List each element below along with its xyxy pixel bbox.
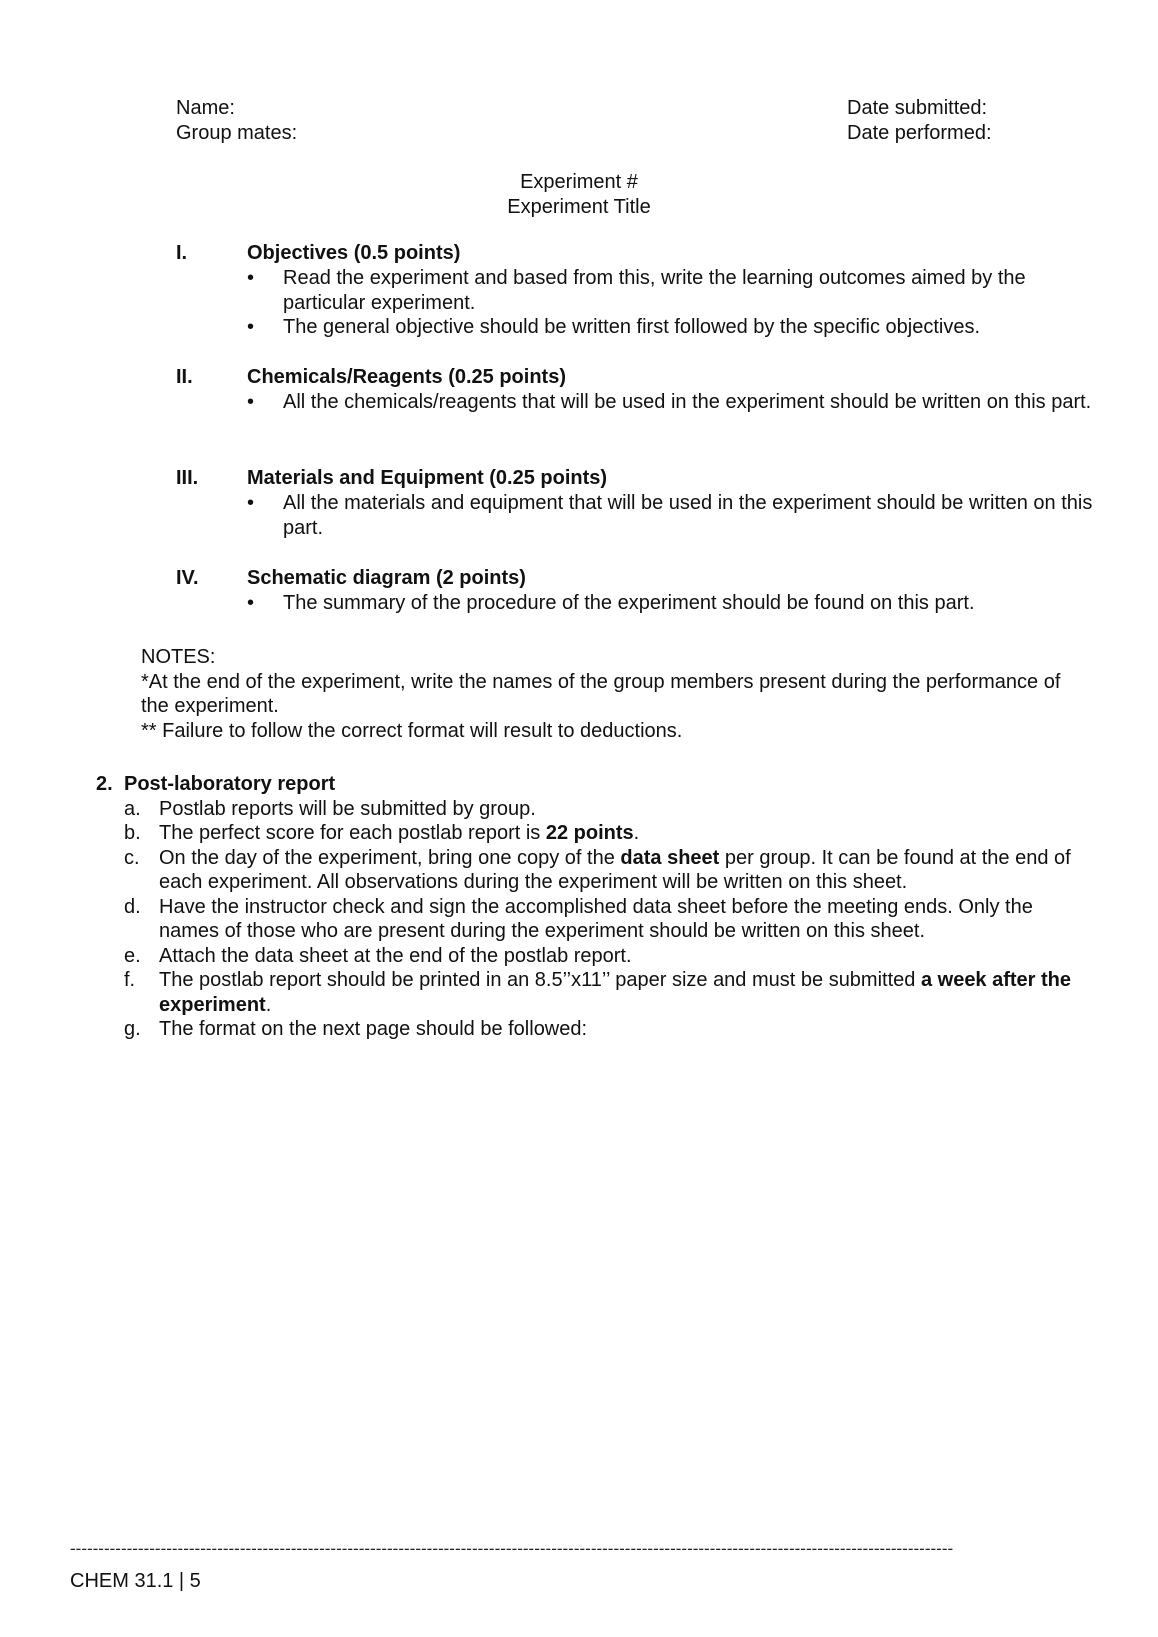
header-left [176,96,297,145]
post-lab-item-letter: b. [124,822,141,844]
section-number: III. [176,467,199,489]
groupmates-label: Group mates: [176,121,298,144]
footer-page-label: CHEM 31.1 | 5 [70,1570,201,1592]
post-lab-item-text: Attach the data sheet at the end of the postlab report. [159,944,632,967]
bullet-text: Read the experiment and based from this, write the learning outcomes aimed by the particular experiment. [283,267,1026,314]
bullet-item [247,266,1097,315]
post-lab-item-text: The postlab report should be printed in an 8.5’’x11’’ paper size and must be submitted [159,969,921,991]
bullet-text: The general objective should be written first followed by the specific objectives. [283,316,981,338]
post-lab-block [96,772,1086,1042]
section-bullets [247,390,1097,415]
post-lab-item-letter: a. [124,797,141,820]
post-lab-item [96,821,1086,846]
post-lab-number: 2. [96,773,113,795]
post-lab-item [96,968,1086,1017]
bullet-dot-icon: • [247,391,255,413]
section-title: Chemicals/Reagents (0.25 points) [247,366,566,388]
post-lab-item-text: On the day of the experiment, bring one copy of the [159,846,621,869]
bullet-dot-icon: • [247,492,255,514]
section-bullets [247,266,1097,340]
post-lab-title: Post-laboratory report [124,773,336,795]
post-lab-item-letter: f. [124,969,136,991]
post-lab-item-text: . [265,993,272,1016]
post-lab-heading [96,772,1086,797]
experiment-number: Experiment # [520,171,638,193]
footer-divider: ------------------------------------------------------------------------------------------------------------------------------------------------------------ [70,1539,954,1558]
section-title: Materials and Equipment (0.25 points) [247,467,608,489]
post-lab-item [96,797,1086,822]
post-lab-item-text: The perfect score for each postlab report is [159,822,546,844]
post-lab-item-letter: c. [124,846,140,869]
name-label: Name: [176,97,235,119]
section-number: I. [176,242,188,264]
notes-line-1: *At the end of the experiment, write the names of the group members present during the performance of the experiment. [141,670,1061,717]
bullet-text: All the materials and equipment that will be used in the experiment should be written on this part. [283,492,1093,539]
post-lab-item-emphasis: a week after the experiment [159,969,1072,1016]
post-lab-item-text: Have the instructor check and sign the accomplished data sheet before the meeting ends. Only the names of those who are present during the experiment should be written on this sheet. [159,895,1033,942]
section-title: Objectives (0.5 points) [247,242,461,264]
post-lab-item-text: The format on the next page should be followed: [159,1018,588,1040]
post-lab-item-emphasis: 22 points [545,822,634,844]
notes-line-2: ** Failure to follow the correct format will result to deductions. [141,719,683,742]
post-lab-item-text: Postlab reports will be submitted by group. [159,797,536,820]
bullet-text: The summary of the procedure of the experiment should be found on this part. [283,592,975,614]
header-right [847,96,992,145]
section-title: Schematic diagram (2 points) [247,567,526,589]
section-number: IV. [176,567,199,589]
post-lab-item [96,895,1086,944]
post-lab-item-emphasis: data sheet [620,846,720,869]
section-bullets [247,591,1097,616]
notes-block [141,645,1071,743]
bullet-dot-icon: • [247,267,255,289]
date-submitted-label: Date submitted: [847,97,988,119]
section-bullets [247,491,1097,540]
bullet-item [247,591,1097,616]
experiment-title: Experiment Title [507,195,651,218]
bullet-dot-icon: • [247,316,255,338]
post-lab-item-letter: e. [124,944,141,967]
bullet-item [247,390,1097,415]
post-lab-list [96,797,1086,1042]
post-lab-item-letter: g. [124,1018,141,1040]
bullet-text: All the chemicals/reagents that will be used in the experiment should be written on this part. [283,391,1092,413]
date-performed-label: Date performed: [847,121,992,144]
notes-heading: NOTES: [141,646,216,668]
section-number: II. [176,366,193,388]
post-lab-item [96,944,1086,969]
post-lab-item-text: . [633,822,640,844]
post-lab-item-text: per group. It can be found at the end of each experiment. All observations during the experiment will be written on this sheet. [159,846,1071,893]
bullet-item [247,315,1097,340]
bullet-item [247,491,1097,540]
post-lab-item [96,1017,1086,1042]
bullet-dot-icon: • [247,592,255,614]
post-lab-item-letter: d. [124,895,141,918]
experiment-heading [52,170,1158,219]
post-lab-item [96,846,1086,895]
